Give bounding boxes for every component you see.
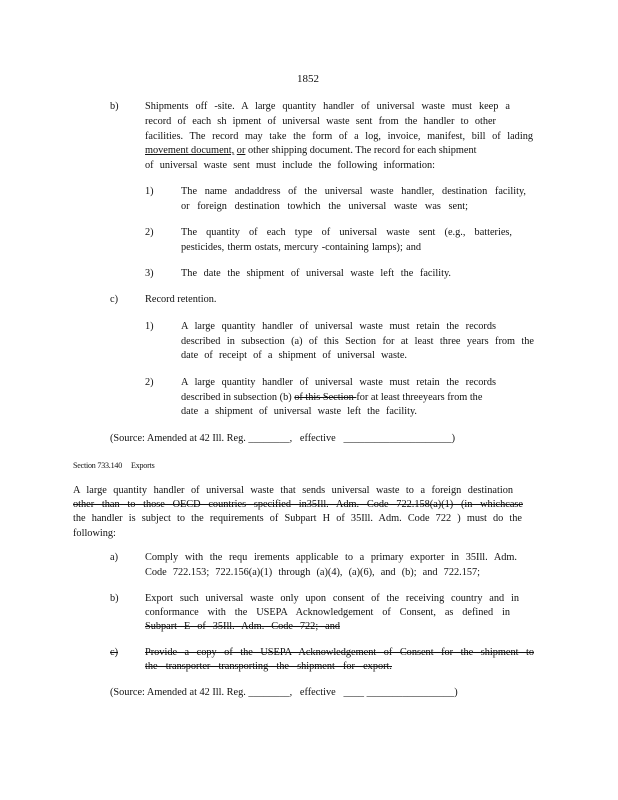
b-line-4-underlined-movement: movement document, <box>145 145 235 156</box>
b-line-3: facilities. The record may take the form of a log, invoice, manifest, bill of lading <box>145 131 533 142</box>
b-line-2: record of each sh ipment of universal waste sent from the handler to other <box>145 116 496 127</box>
source-note-1-blank-reg: ________ <box>248 433 290 444</box>
section-heading <box>73 461 155 470</box>
c-item-2-line-1: A large quantity handler of universal waste must retain the records <box>181 377 496 388</box>
c-item-2-line-3: date a shipment of universal waste left the facility. <box>181 406 417 417</box>
c-item-2-label: 2) <box>145 377 154 388</box>
subsection-c-label: c) <box>110 294 118 305</box>
source-note-2-comma: , <box>289 687 293 698</box>
page-number: 1852 <box>297 73 319 85</box>
b-item-2-line-2: pesticides, therm ostats, mercury -containing lamps); and <box>181 242 421 253</box>
b-item-2-line-1: The quantity of each type of universal waste sent (e.g., batteries, <box>181 227 512 238</box>
exports-line-3: the handler is subject to the requirements of Subpart H of 35Ill. Adm. Code 722 ) must do the <box>73 513 522 524</box>
c-item-2-line-2-end: for at least threeyears from the <box>356 392 483 403</box>
exports-line-4: following: <box>73 528 116 539</box>
exports-line-2-struck: other than to those OECD countries specified in35Ill. Adm. Code 722.158(a)(1) (in whichcase <box>73 499 523 510</box>
exports-item-a-line-2: Code 722.153; 722.156(a)(1) through (a)(4), (a)(6), and (b); and 722.157; <box>145 567 480 578</box>
exports-item-b-line-3-struck: Subpart E of 35Ill. Adm. Code 722; and <box>145 621 340 632</box>
source-note-1-text: (Source: Amended at 42 Ill. Reg. <box>110 433 246 444</box>
exports-item-a-line-1: Comply with the requ irements applicable to a primary exporter in 35Ill. Adm. <box>145 552 517 563</box>
exports-item-b-label: b) <box>110 593 119 604</box>
c-item-1-line-3: date of receipt of a shipment of universal waste. <box>181 350 407 361</box>
source-note-1-blank-effective: _____________________ <box>343 433 452 444</box>
source-note-2-close: ) <box>454 687 458 698</box>
subsection-c-heading: Record retention. <box>145 294 217 305</box>
c-item-1-label: 1) <box>145 321 154 332</box>
source-note-1-close: ) <box>451 433 456 444</box>
c-item-2-line-2-start: described in subsection (b) <box>181 392 295 403</box>
b-item-1-line-1: The name andaddress of the universal waste handler, destination facility, <box>181 186 526 197</box>
b-item-3-line-1: The date the shipment of universal waste left the facility. <box>181 268 451 279</box>
source-note-2-blank-short: ____ <box>343 687 365 698</box>
c-item-2-line-2-struck: of this Section <box>294 392 357 403</box>
source-note-1 <box>110 433 455 444</box>
source-note-2-blank-effective: _________________ <box>366 687 455 698</box>
subsection-b-label: b) <box>110 101 119 112</box>
exports-item-c-line-1-struck: Provide a copy of the USEPA Acknowledgement of Consent for the shipment to <box>145 647 534 658</box>
source-note-1-effective: effective <box>299 433 336 444</box>
b-item-1-line-2: or foreign destination towhich the universal waste was sent; <box>181 201 468 212</box>
section-number: Section 733.140 <box>73 461 122 470</box>
b-line-4-underlined-or: or <box>236 145 246 156</box>
exports-item-c-label-struck: c) <box>110 647 118 658</box>
exports-item-b-line-2: conformance with the USEPA Acknowledgement of Consent, as defined in <box>145 607 510 618</box>
source-note-2-effective: effective <box>299 687 336 698</box>
source-note-2-text: (Source: Amended at 42 Ill. Reg. <box>110 687 246 698</box>
exports-item-a-label: a) <box>110 552 118 563</box>
exports-item-b-line-1: Export such universal waste only upon consent of the receiving country and in <box>145 593 519 604</box>
c-item-1-line-1: A large quantity handler of universal waste must retain the records <box>181 321 496 332</box>
source-note-1-comma: , <box>289 433 293 444</box>
source-note-2-blank-reg: ________ <box>248 687 290 698</box>
exports-line-1: A large quantity handler of universal waste that sends universal waste to a foreign destination <box>73 485 513 496</box>
b-line-1: Shipments off -site. A large quantity handler of universal waste must keep a <box>145 101 510 112</box>
b-line-4-rest: other shipping document. The record for each shipment <box>245 145 477 156</box>
b-line-5: of universal waste sent must include the following information: <box>145 160 435 171</box>
b-item-3-label: 3) <box>145 268 154 279</box>
exports-item-c-line-2-struck: the transporter transporting the shipment for export. <box>145 661 392 672</box>
source-note-2 <box>110 687 458 698</box>
b-item-1-label: 1) <box>145 186 154 197</box>
b-item-2-label: 2) <box>145 227 154 238</box>
c-item-2-line-2 <box>181 392 482 403</box>
section-title: Exports <box>131 461 155 470</box>
c-item-1-line-2: described in subsection (a) of this Section for at least three years from the <box>181 336 534 347</box>
b-line-4 <box>145 145 477 156</box>
